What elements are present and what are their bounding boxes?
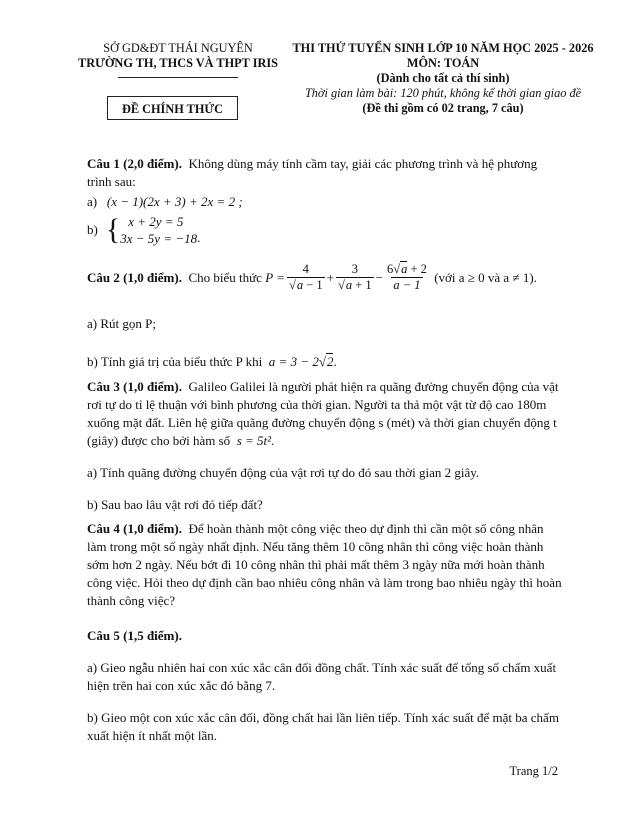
audience-note: (Dành cho tất cả thí sinh): [376, 71, 510, 85]
q2-intro: Cho biểu thức: [188, 269, 262, 285]
question-1: [87, 155, 567, 247]
fraction-1-numerator: 4: [302, 262, 309, 276]
sqrt-a: a: [401, 262, 408, 276]
exam-title: THI THỬ TUYỂN SINH LỚP 10 NĂM HỌC 2025 - 2026: [292, 41, 594, 55]
coefficient: 6: [387, 262, 394, 276]
plus-two: + 2: [410, 262, 427, 276]
q5b-line2: xuất hiện ít nhất một lần.: [87, 728, 217, 743]
p-equals: P =: [265, 269, 285, 285]
page-number: Trang 1/2: [509, 764, 558, 778]
sqrt-a: a: [296, 278, 304, 292]
q3-line1: Galileo Galilei là người phát hiện ra quãng đường chuyển động của vật: [188, 379, 559, 394]
q5a-line1: a) Gieo ngẫu nhiên hai con xúc xắc cân đối đồng chất. Tính xác suất để tổng số chấm xuất: [87, 660, 557, 675]
pages-note: (Đề thi gồm có 02 trang, 7 câu): [362, 101, 524, 115]
question-2: Câu 2 (1,0 điểm). Cho biểu thức P = $\frac{4}{√a - 1}$ + $\frac{3}{√a + 1}$ − $\frac{6√a + 2}{a - 1}$ (với a ≥ 0 và a ≠ 1). a) Rút gọn P; b) Tính giá trị của biểu thức P khi a = 3 − 2√2.: [87, 262, 587, 371]
q4-line4: công việc. Hỏi theo dự định cần bao nhiêu công nhân và làm trong bao nhiêu ngày thì hoàn: [87, 575, 562, 590]
q1-intro-1: Không dùng máy tính cầm tay, giải các phương trình và hệ phương: [188, 156, 538, 171]
q2b-period: .: [333, 354, 337, 369]
fraction-2-numerator: 3: [351, 262, 358, 276]
q2-label: Câu 2 (1,0 điểm).: [87, 269, 182, 285]
question-4: [87, 520, 572, 610]
q1b-system: [120, 213, 197, 247]
q2a: a) Rút gọn P;: [87, 316, 156, 331]
header-divider: [118, 77, 238, 78]
q3-line3: xuống mặt đất. Liên hệ giữa quãng đường chuyển động s (mét) và thời gian chuyển động t: [87, 415, 557, 430]
q5-label: Câu 5 (1,5 điểm).: [87, 628, 182, 643]
q2-condition: (với a ≥ 0 và a ≠ 1).: [434, 269, 537, 285]
q4-line2: làm trong một số ngày nhất định. Nếu tăng thêm 10 công nhân thì công việc hoàn thành: [87, 539, 544, 554]
question-5: [87, 627, 572, 745]
fraction-1-denominator: √a − 1: [288, 278, 323, 292]
q1b-label: b): [87, 222, 98, 237]
q3-label: Câu 3 (1,0 điểm).: [87, 379, 182, 394]
fraction-2: [336, 262, 374, 293]
q4-label: Câu 4 (1,0 điểm).: [87, 521, 182, 536]
question-3: [87, 378, 572, 514]
fraction-3: [385, 262, 429, 293]
q1a-label: a): [87, 194, 98, 209]
q2b-expr: a = 3 − 2: [268, 354, 319, 369]
q1b-eq1: x + 2y = 5: [128, 214, 184, 229]
q5a-line2: hiện trên hai con xúc xắc đó bằng 7.: [87, 678, 276, 693]
q5b-line1: b) Gieo một con xúc xắc cân đối, đồng chất hai lần liên tiếp. Tính xác suất để mặt ba chấm: [87, 710, 559, 725]
q3-period: .: [271, 433, 275, 448]
fraction-3-denominator: a − 1: [393, 278, 421, 292]
q3b: b) Sau bao lâu vật rơi đó tiếp đất?: [87, 497, 263, 512]
system-brace: {: [105, 213, 121, 246]
minus-sign: −: [375, 269, 383, 285]
q4-line1: Để hoàn thành một công việc theo dự định thì cần một số công nhân: [188, 521, 544, 536]
official-exam-badge: ĐỀ CHÍNH THỨC: [107, 96, 238, 120]
q2b-sqrt: 2: [326, 354, 334, 369]
q4-line5: thành công việc?: [87, 593, 176, 608]
fraction-3-numerator: 6√a + 2: [387, 262, 427, 276]
q3a: a) Tính quãng đường chuyển động của vật rơi tự do đó sau thời gian 2 giây.: [87, 465, 480, 480]
header-left: [62, 41, 294, 71]
school-name: TRƯỜNG TH, THCS VÀ THPT IRIS: [78, 56, 278, 70]
q2b-text: b) Tính giá trị của biểu thức P khi: [87, 354, 263, 369]
fraction-1: [287, 262, 325, 293]
q1-intro-2: trình sau:: [87, 174, 136, 189]
q3-line4: (giây) được cho bởi hàm số: [87, 433, 231, 448]
q1a-equation: (x − 1)(2x + 3) + 2x = 2 ;: [106, 194, 243, 209]
q3-line2: rơi tự do tỉ lệ thuận với bình phương của thời gian. Người ta thả một vật từ độ cao 180m: [87, 397, 547, 412]
q1b-period: .: [197, 230, 201, 245]
q3-formula: s = 5t²: [236, 433, 272, 448]
minus-one: − 1: [303, 278, 323, 292]
q1b-eq2: 3x − 5y = −18: [120, 231, 198, 246]
department-name: SỞ GD&ĐT THÁI NGUYÊN: [103, 41, 253, 55]
fraction-2-denominator: √a + 1: [337, 278, 372, 292]
q1-label: Câu 1 (2,0 điểm).: [87, 156, 182, 171]
time-note: Thời gian làm bài: 120 phút, không kể thời gian giao đề: [304, 86, 582, 100]
plus-one: + 1: [352, 278, 372, 292]
q4-line3: sớm hơn 2 ngày. Nếu bớt đi 10 công nhân thì phải mất thêm 3 ngày nữa mới hoàn thành: [87, 557, 545, 572]
plus-sign: +: [326, 269, 334, 285]
sqrt-a: a: [345, 278, 353, 292]
subject: MÔN: TOÁN: [406, 56, 480, 70]
header-right: [282, 41, 604, 116]
